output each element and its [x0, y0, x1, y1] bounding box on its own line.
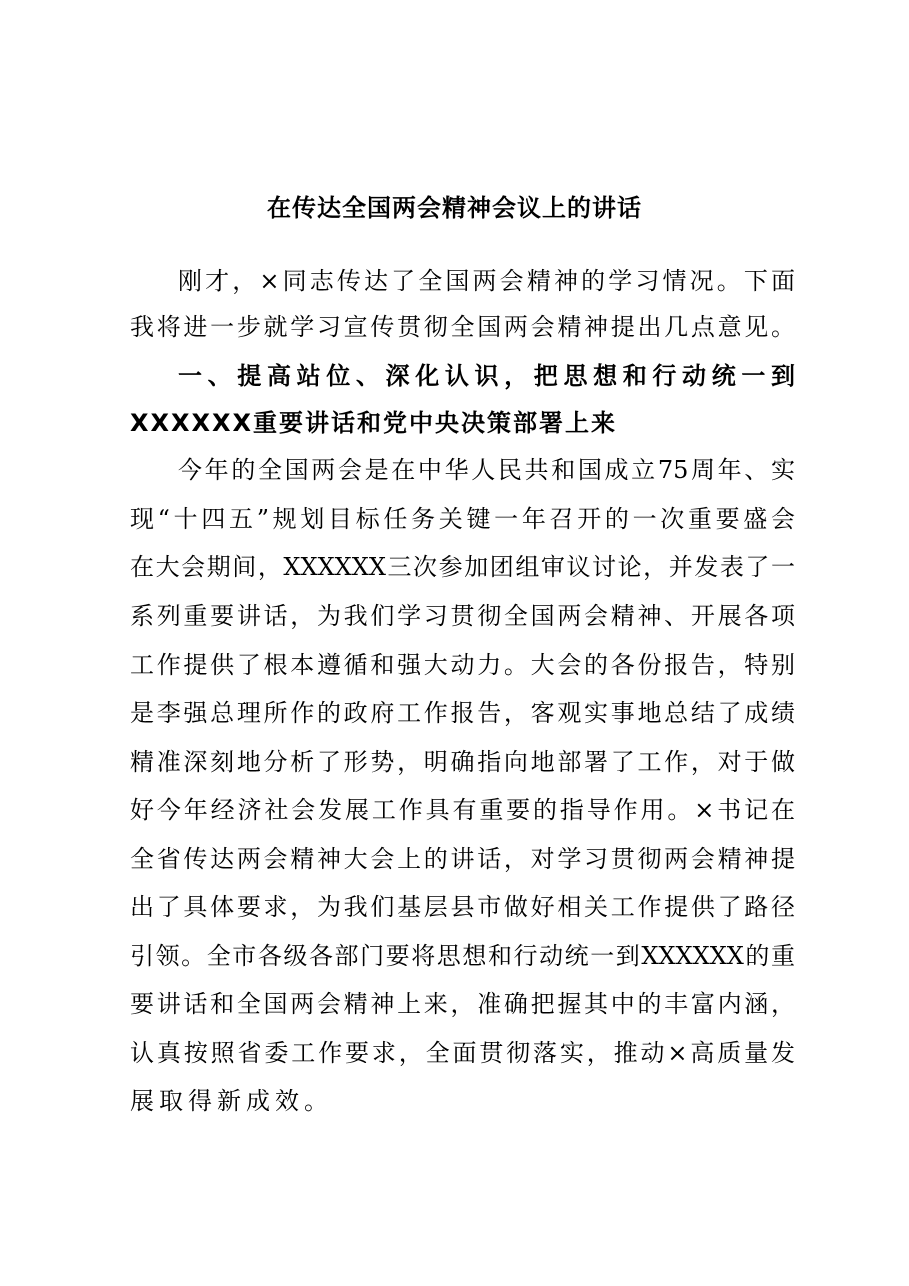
paragraph-2-line-2: 现“十四五”规划目标任务关键一年召开的一次重要盛会 — [130, 505, 795, 533]
paragraph-2-line-3: 在大会期间，XXXXXX三次参加团组审议讨论，并发表了一 — [130, 553, 795, 581]
paragraph-2-line-8: 好今年经济社会发展工作具有重要的指导作用。×书记在 — [130, 796, 795, 824]
paragraph-1-line-1: 刚才，×同志传达了全国两会精神的学习情况。下面 — [178, 267, 795, 295]
section-heading-line-2: XXXXXX重要讲话和党中央决策部署上来 — [130, 409, 618, 437]
paragraph-2-line-13: 认真按照省委工作要求，全面贯彻落实，推动×高质量发 — [130, 1039, 795, 1067]
paragraph-2-line-4: 系列重要讲话，为我们学习贯彻全国两会精神、开展各项 — [130, 602, 795, 630]
paragraph-2-line-7: 精准深刻地分析了形势，明确指向地部署了工作，对于做 — [130, 748, 795, 776]
paragraph-2-line-14: 展取得新成效。 — [130, 1087, 333, 1115]
paragraph-2-line-12: 要讲话和全国两会精神上来，准确把握其中的丰富内涵， — [130, 990, 795, 1018]
paragraph-2-line-1: 今年的全国两会是在中华人民共和国成立75周年、实 — [178, 456, 795, 484]
paragraph-2-line-11: 引领。全市各级各部门要将思想和行动统一到XXXXXX的重 — [130, 942, 795, 970]
document-title: 在传达全国两会精神会议上的讲话 — [267, 193, 642, 222]
paragraph-1-line-2: 我将进一步就学习宣传贯彻全国两会精神提出几点意见。 — [130, 313, 795, 341]
paragraph-2-line-5: 工作提供了根本遵循和强大动力。大会的各份报告，特别 — [130, 651, 795, 679]
paragraph-2-line-6: 是李强总理所作的政府工作报告，客观实事地总结了成绩 — [130, 699, 795, 727]
section-heading-line-1: 一、提高站位、深化认识，把思想和行动统一到 — [178, 362, 795, 390]
paragraph-2-line-9: 全省传达两会精神大会上的讲话，对学习贯彻两会精神提 — [130, 845, 795, 873]
paragraph-2-line-10: 出了具体要求，为我们基层县市做好相关工作提供了路径 — [130, 893, 795, 921]
